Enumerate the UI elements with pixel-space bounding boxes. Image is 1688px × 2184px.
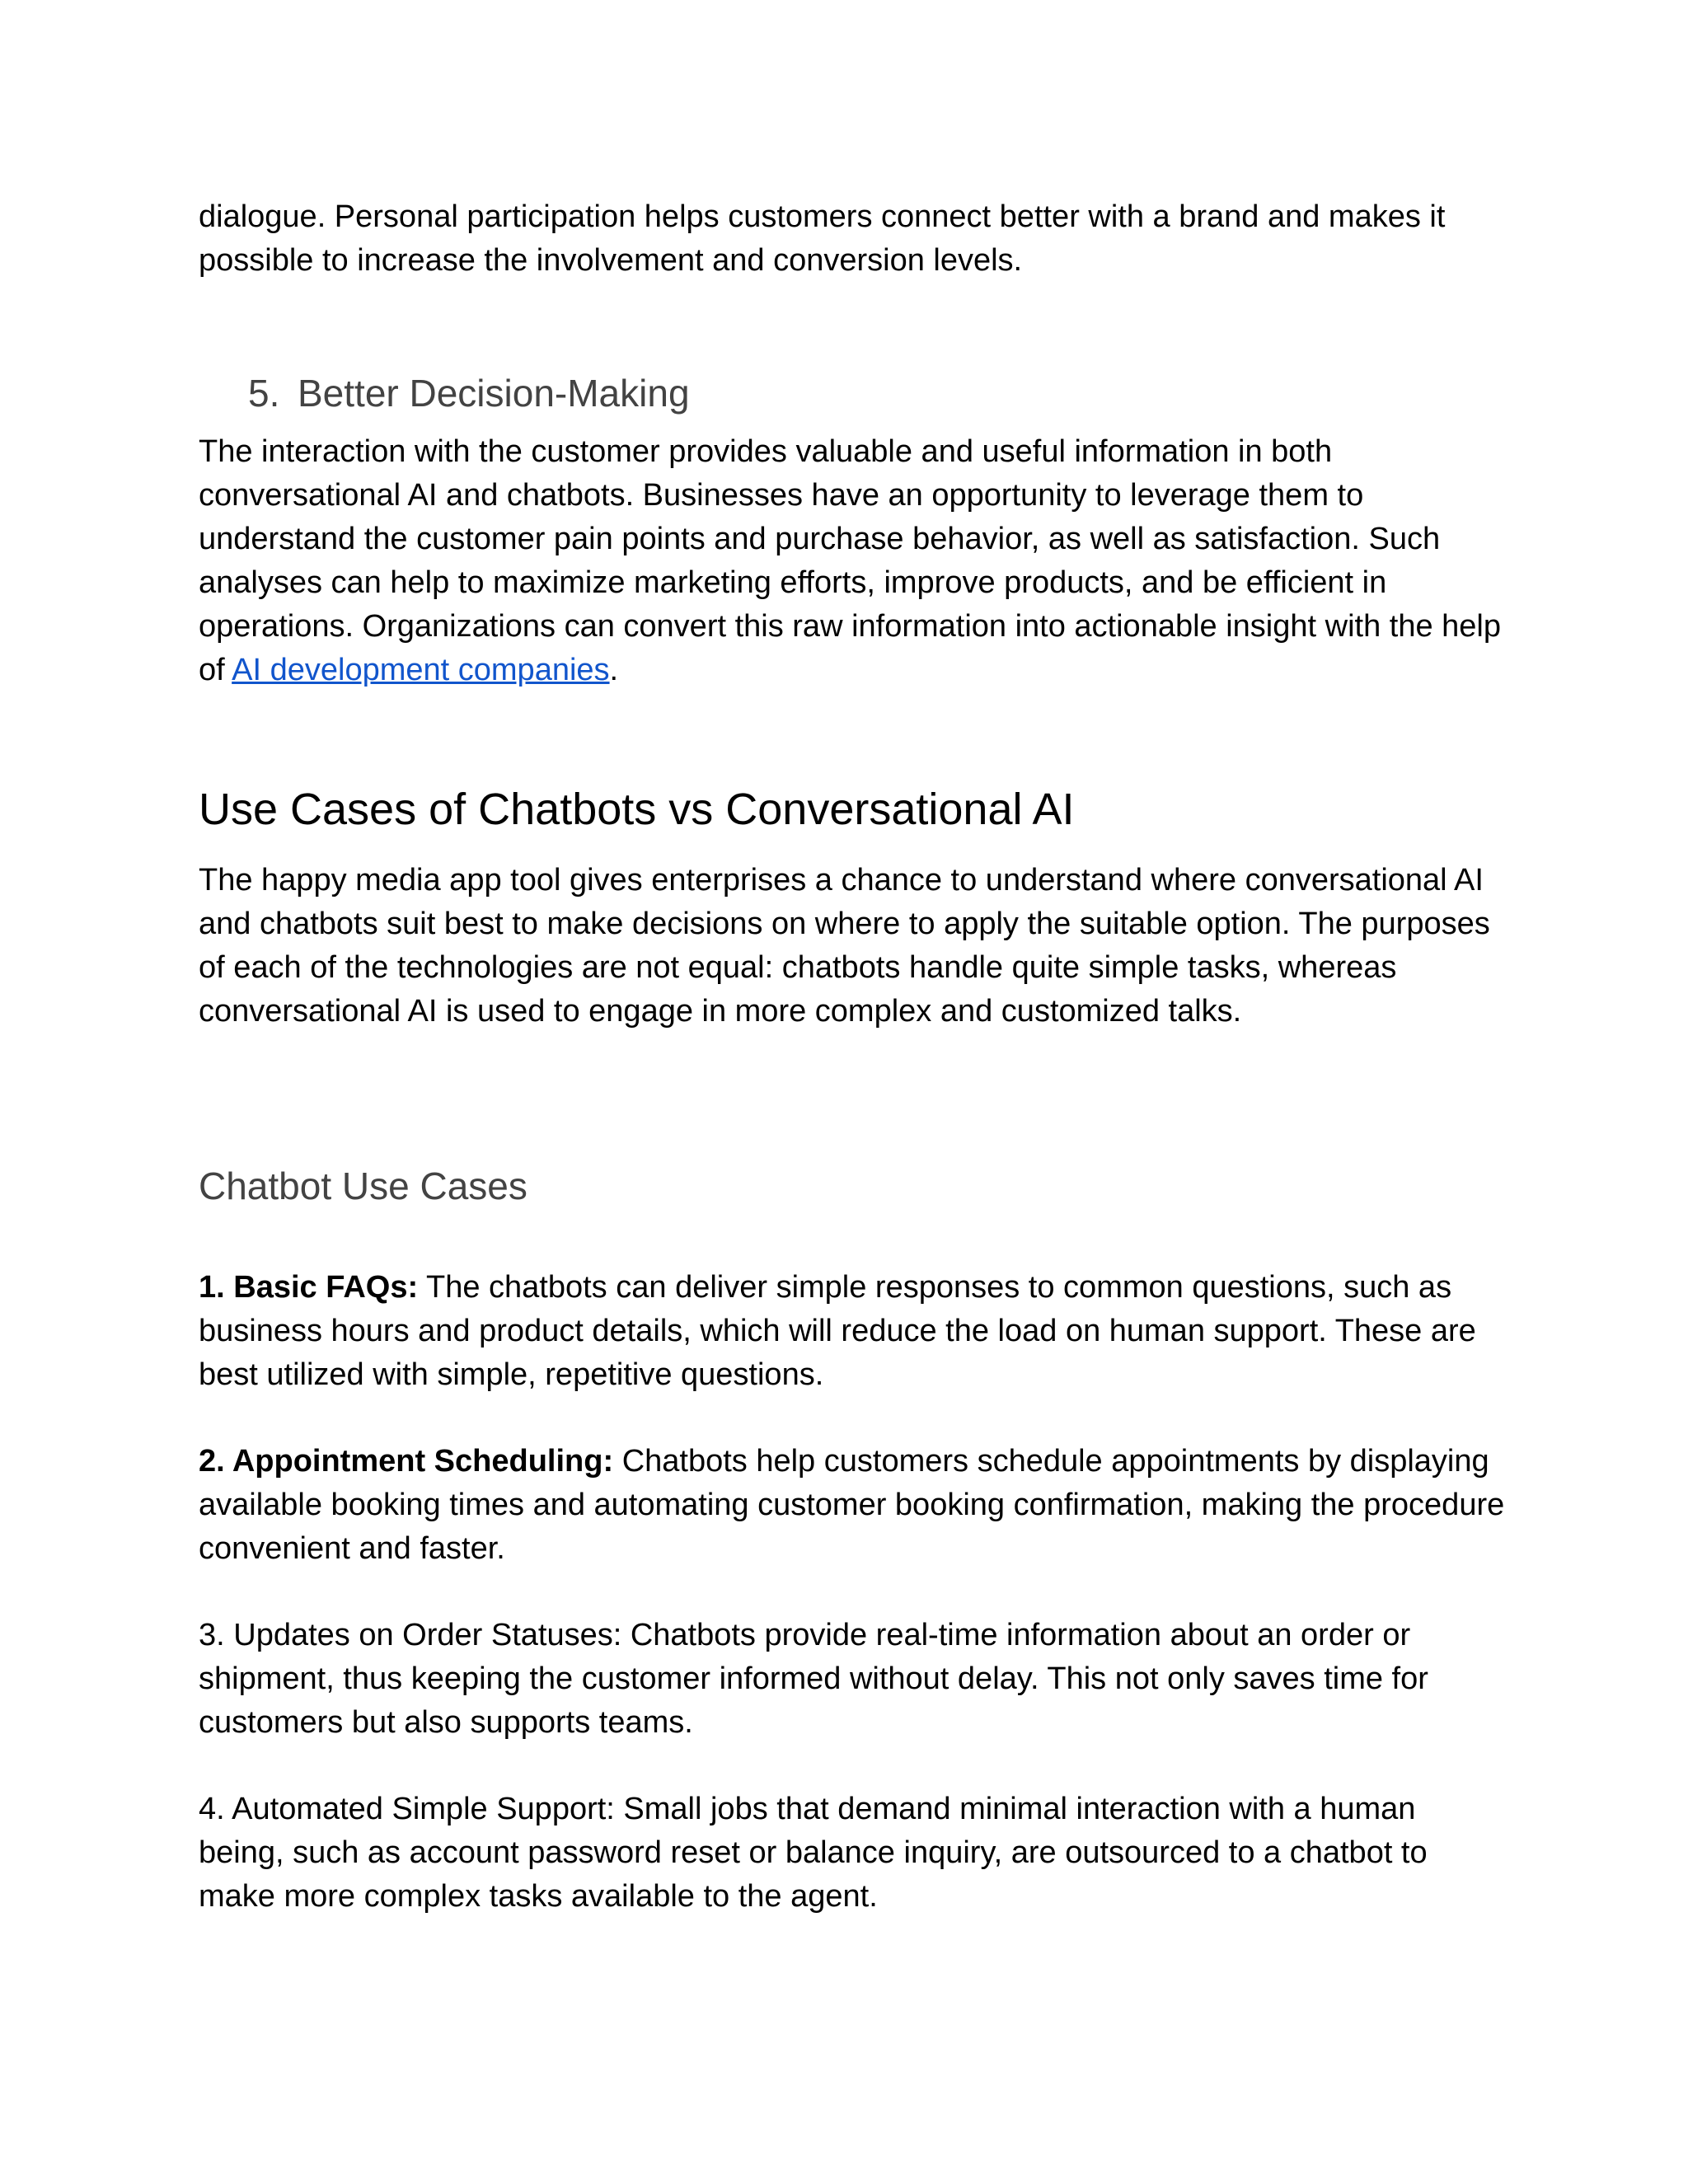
use-cases-paragraph: The happy media app tool gives enterprises a chance to understand where conversational AI and chatbots suit best to make decisions on where to apply the suitable option. The purposes of each of the technologies are not equal: chatbots handle quite simple tasks, whereas conversational AI is used to engage in more complex and customized talks.: [199, 863, 1490, 1029]
section-heading-better-decision-making: [248, 370, 1559, 416]
use-case-text: The chatbots can deliver simple responses to common questions, such as business hours and product details, which will reduce the load on human support. These are best utilized with simple, repetitive questions.: [199, 1270, 1476, 1392]
intro-paragraph: dialogue. Personal participation helps customers connect better with a brand and makes it possible to increase the involvement and conversion levels.: [199, 199, 1446, 278]
use-case-label: 1. Basic FAQs:: [199, 1270, 419, 1305]
use-case-text: 4. Automated Simple Support: Small jobs that demand minimal interaction with a human being, such as account password reset or balance inquiry, are outsourced to a chatbot to make more complex tasks available to the agent.: [199, 1792, 1428, 1914]
use-case-item-appointment-scheduling: [199, 1440, 1509, 1571]
use-case-item-order-statuses: [199, 1614, 1509, 1745]
use-case-text: 3. Updates on Order Statuses: Chatbots provide real-time information about an order or shipment, thus keeping the customer informed without delay. This not only saves time for customers but also supports teams.: [199, 1618, 1428, 1740]
use-case-item-basic-faqs: [199, 1266, 1509, 1397]
use-case-item-automated-support: [199, 1788, 1509, 1919]
decision-making-paragraph: [199, 430, 1509, 692]
use-cases-heading: Use Cases of Chatbots vs Conversational AI: [199, 785, 1075, 834]
decision-making-text: The interaction with the customer provides valuable and useful information in both conversational AI and chatbots. Businesses have an opportunity to leverage them to understand the customer pain points and purchase behavior, as well as satisfaction. Such analyses can help to maximize marketing efforts, improve products, and be efficient in operations. Organizations can convert this raw information into actionable insight with the help of: [199, 434, 1501, 687]
decision-making-text-end: .: [609, 653, 619, 687]
use-case-label: 2. Appointment Scheduling:: [199, 1444, 614, 1479]
section-number: 5.: [248, 372, 280, 415]
ai-development-companies-link[interactable]: AI development companies: [232, 653, 610, 687]
use-case-text: Chatbots help customers schedule appointments by displaying available booking times and automating customer booking confirmation, making the procedure convenient and faster.: [199, 1444, 1505, 1566]
section-title: Better Decision-Making: [298, 372, 690, 415]
chatbot-use-cases-heading: Chatbot Use Cases: [199, 1165, 528, 1207]
